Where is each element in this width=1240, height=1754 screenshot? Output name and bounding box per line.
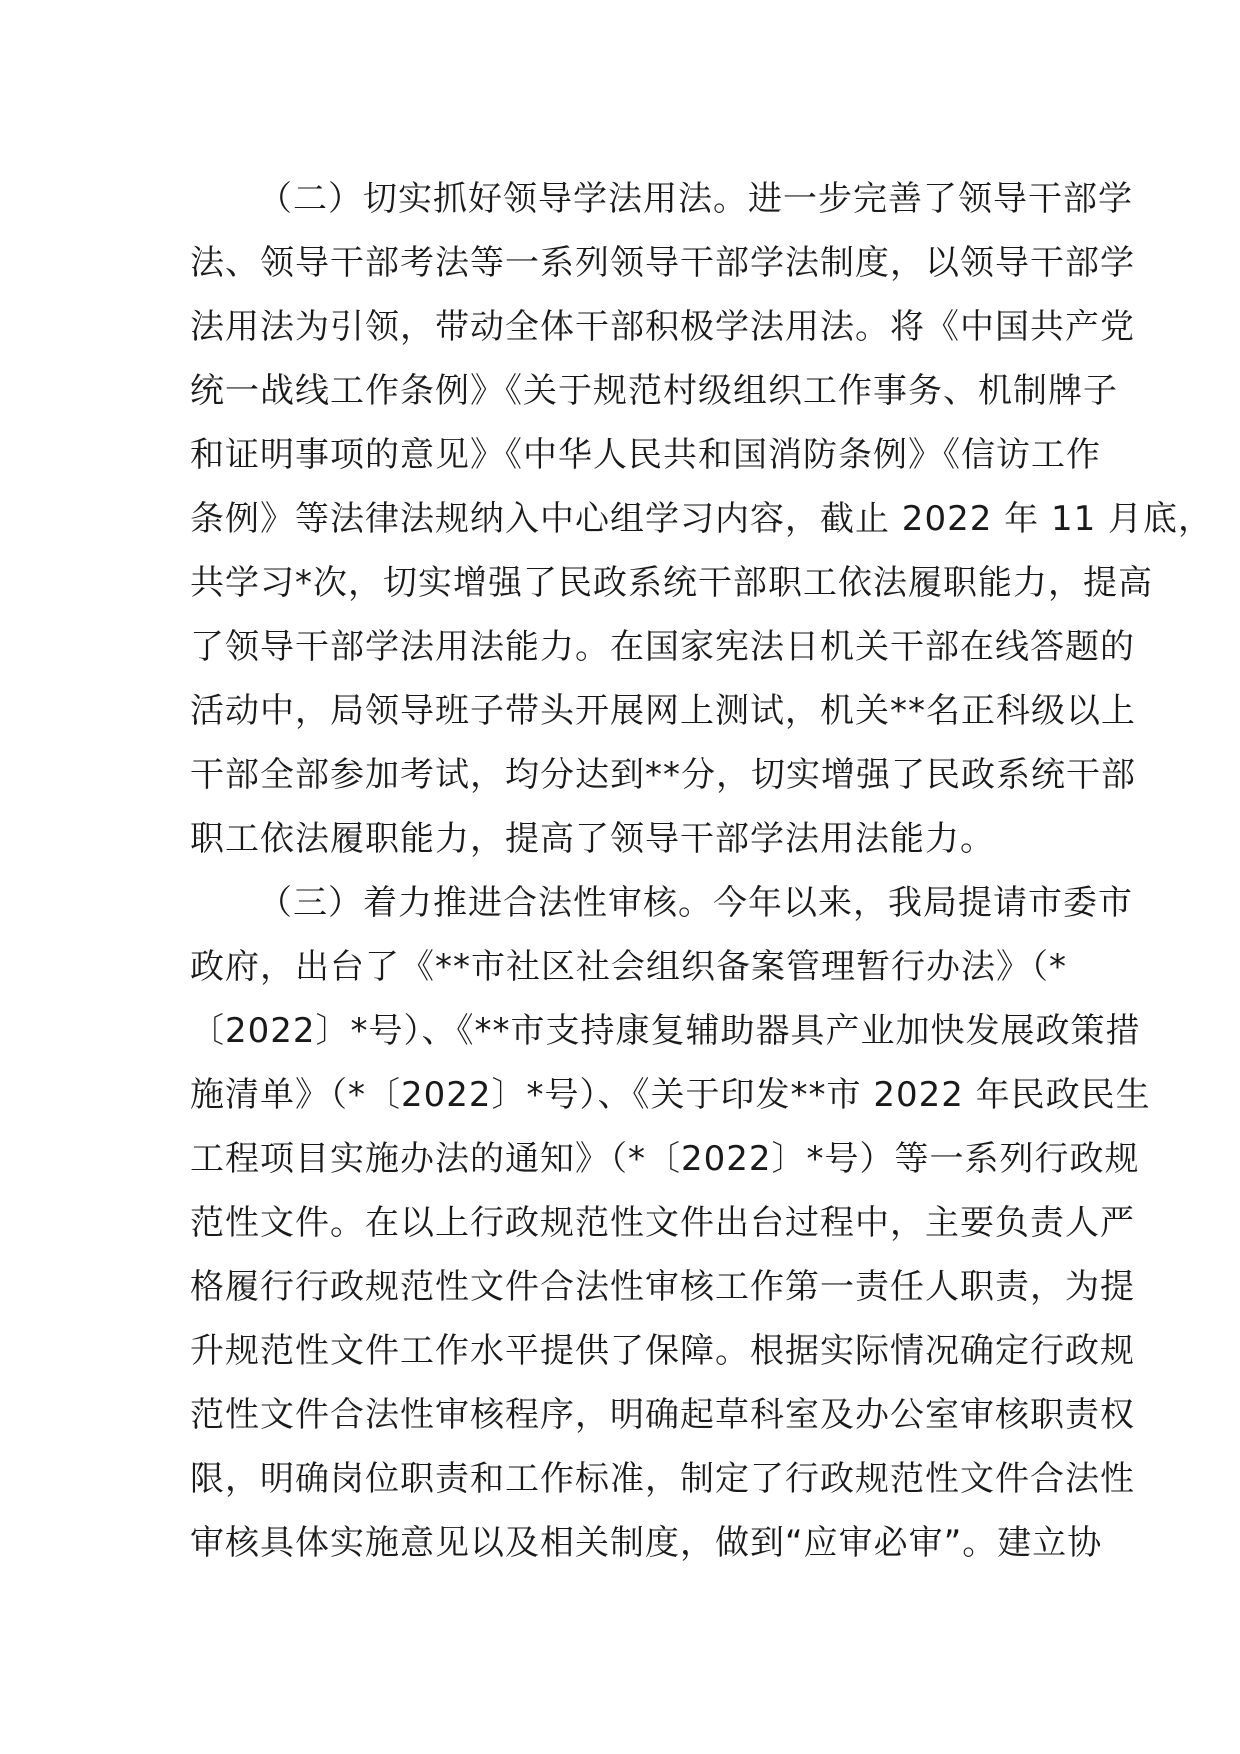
paragraph-3-line-2: 政府，出台了《**市社区社会组织备案管理暂行办法》（* [190, 947, 1067, 987]
paragraph-3-line-4: 施清单》（*〔2022〕*号）、《关于印发**市 2022 年民政民生 [190, 1075, 1151, 1115]
paragraph-3-line-11: 审核具体实施意见以及相关制度，做到“应审必审”。建立协 [190, 1523, 1103, 1563]
paragraph-2-line-10: 干部全部参加考试，均分达到**分，切实增强了民政系统干部 [190, 755, 1136, 795]
paragraph-2-line-2: 法、领导干部考法等一系列领导干部学法制度，以领导干部学 [190, 243, 1135, 283]
paragraph-3-line-10: 限，明确岗位职责和工作标准，制定了行政规范性文件合法性 [190, 1459, 1135, 1499]
paragraph-2-line-11: 职工依法履职能力，提高了领导干部学法用法能力。 [190, 819, 995, 859]
paragraph-3-line-7: 格履行行政规范性文件合法性审核工作第一责任人职责，为提 [190, 1267, 1135, 1307]
paragraph-2-line-1: （二）切实抓好领导学法用法。进一步完善了领导干部学 [258, 179, 1133, 219]
paragraph-2-line-8: 了领导干部学法用法能力。在国家宪法日机关干部在线答题的 [190, 627, 1135, 667]
paragraph-3-line-6: 范性文件。在以上行政规范性文件出台过程中，主要负责人严 [190, 1203, 1135, 1243]
paragraph-2-line-6: 条例》等法律法规纳入中心组学习内容，截止 2022 年 11 月底， [190, 499, 1214, 539]
paragraph-3-line-3: 〔2022〕*号）、《**市支持康复辅助器具产业加快发展政策措 [190, 1011, 1141, 1051]
paragraph-3-line-5: 工程项目实施办法的通知》（*〔2022〕*号）等一系列行政规 [190, 1139, 1140, 1179]
paragraph-2-line-4: 统一战线工作条例》《关于规范村级组织工作事务、机制牌子 [190, 371, 1118, 411]
paragraph-2-line-3: 法用法为引领，带动全体干部积极学法用法。将《中国共产党 [190, 307, 1135, 347]
paragraph-3-line-1: （三）着力推进合法性审核。今年以来，我局提请市委市 [258, 883, 1133, 923]
paragraph-3-line-8: 升规范性文件工作水平提供了保障。根据实际情况确定行政规 [190, 1331, 1135, 1371]
paragraph-3-line-9: 范性文件合法性审核程序，明确起草科室及办公室审核职责权 [190, 1395, 1135, 1435]
paragraph-2-line-9: 活动中，局领导班子带头开展网上测试，机关**名正科级以上 [190, 691, 1136, 731]
paragraph-2-line-7: 共学习*次，切实增强了民政系统干部职工依法履职能力，提高 [190, 563, 1153, 603]
paragraph-2-line-5: 和证明事项的意见》《中华人民共和国消防条例》《信访工作 [190, 435, 1101, 475]
